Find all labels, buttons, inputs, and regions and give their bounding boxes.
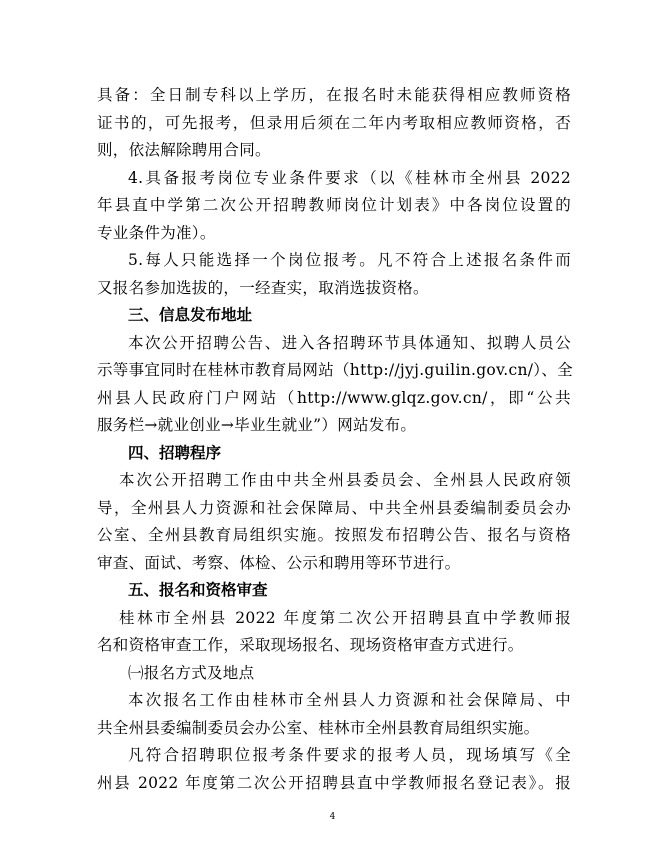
- paragraph-line: 州县人民政府门户网站（http://www.glqz.gov.cn/，即“公共: [97, 388, 571, 407]
- paragraph-line: 又报名参加选拔的，一经查实，取消选拔资格。: [97, 278, 429, 297]
- paragraph-line: 共全州县委编制委员会办公室、桂林市全州县教育局组织实施。: [97, 718, 540, 737]
- paragraph-line: 4.具备报考岗位专业条件要求（以《桂林市全州县 2022: [128, 168, 571, 187]
- page-number: 4: [329, 812, 336, 822]
- subsection-heading: ㈠报名方式及地点: [128, 663, 255, 682]
- document-body: [97, 82, 571, 797]
- paragraph-line: 服务栏→就业创业→毕业生就业”）网站发布。: [97, 416, 417, 434]
- paragraph-line: 本次公开招聘工作由中共全州县委员会、全州县人民政府领: [119, 471, 571, 489]
- paragraph-line: 示等事宜同时在桂林市教育局网站（http://jyj.guilin.gov.cn/）、全: [97, 361, 573, 379]
- paragraph-line: 专业条件为准）。: [97, 223, 216, 242]
- paragraph-line: 桂林市全州县 2022 年度第二次公开招聘县直中学教师报: [119, 608, 571, 627]
- paragraph-line: 本次公开招聘公告、进入各招聘环节具体通知、拟聘人员公: [128, 333, 571, 352]
- paragraph-line: 公室、全州县教育局组织实施。按照发布招聘公告、报名与资格: [97, 526, 571, 544]
- section-heading: 四、招聘程序: [128, 443, 222, 462]
- paragraph-line: 本次报名工作由桂林市全州县人力资源和社会保障局、中: [128, 691, 571, 709]
- paragraph-line: 年县直中学第二次公开招聘教师岗位计划表》中各岗位设置的: [97, 196, 571, 214]
- paragraph-line: 则，依法解除聘用合同。: [97, 141, 271, 159]
- paragraph-line: 5.每人只能选择一个岗位报考。凡不符合上述报名条件而: [128, 251, 571, 269]
- paragraph-line: 凡符合招聘职位报考条件要求的报考人员，现场填写《全: [128, 746, 571, 764]
- paragraph-line: 审查、面试、考察、体检、公示和聘用等环节进行。: [97, 553, 461, 572]
- paragraph-line: 证书的，可先报考，但录用后须在二年内考取相应教师资格，否: [97, 113, 571, 132]
- paragraph-line: 州县 2022 年度第二次公开招聘县直中学教师报名登记表》。报: [97, 773, 571, 792]
- section-heading: 五、报名和资格审查: [128, 581, 268, 599]
- paragraph-line: 名和资格审查工作，采取现场报名、现场资格审查方式进行。: [97, 636, 524, 654]
- section-heading: 三、信息发布地址: [128, 306, 253, 324]
- paragraph-line: 导，全州县人力资源和社会保障局、中共全州县委编制委员会办: [97, 498, 571, 517]
- paragraph-line: 具备：全日制专科以上学历，在报名时未能获得相应教师资格: [97, 86, 571, 104]
